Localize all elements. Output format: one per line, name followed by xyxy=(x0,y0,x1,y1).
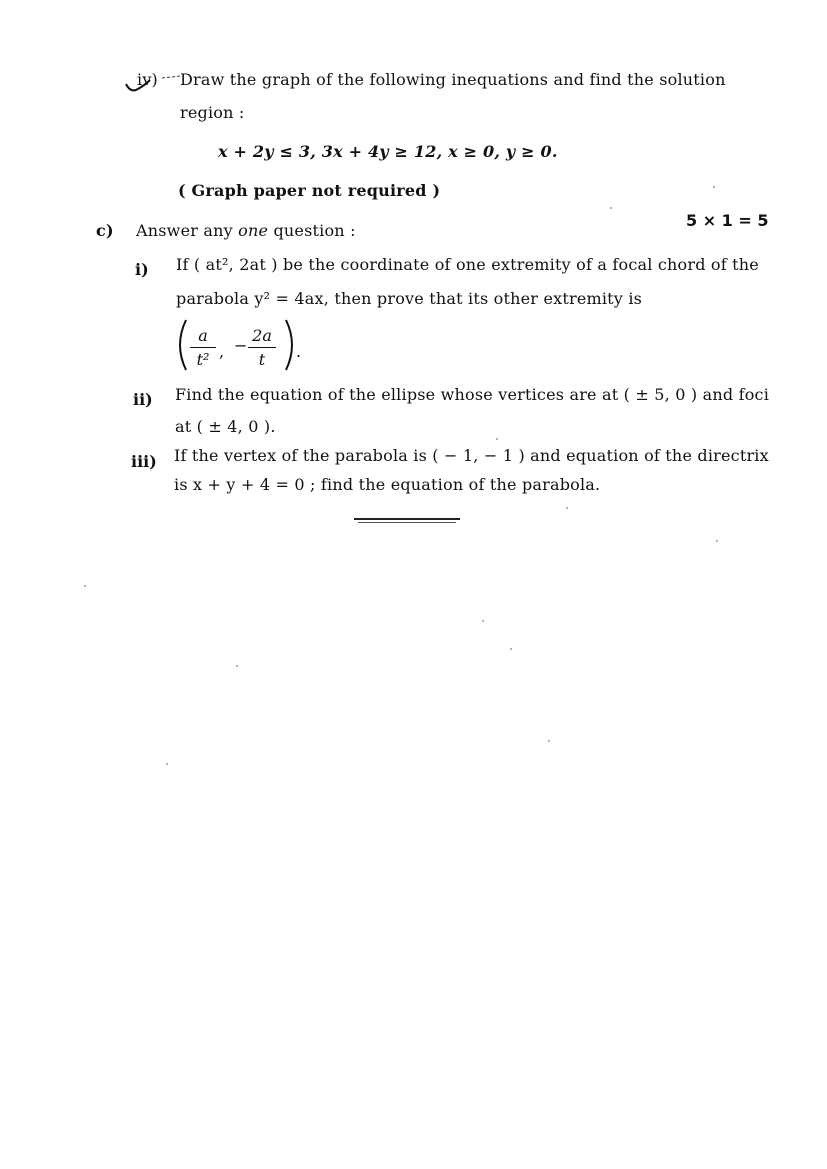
section-c-instruction xyxy=(136,221,356,240)
fraction-end-period: . xyxy=(296,342,302,361)
scan-speck xyxy=(496,438,498,440)
fraction-a-over-t-squared xyxy=(190,326,216,369)
end-rule-underline xyxy=(358,522,456,523)
graph-paper-note: ( Graph paper not required ) xyxy=(178,181,441,200)
fraction2-numerator: 2a xyxy=(252,326,272,345)
scan-speck xyxy=(84,585,86,587)
scan-speck xyxy=(548,740,550,742)
fraction2-denominator: t xyxy=(258,350,266,369)
question-label-iv: iv) xyxy=(137,70,158,89)
scan-speck xyxy=(610,207,612,209)
marks-allocation: 5 × 1 = 5 xyxy=(686,211,769,230)
question-number-ii: ii) xyxy=(133,390,153,409)
fraction2-sign: − xyxy=(234,336,248,355)
instruction-suffix: question : xyxy=(273,221,356,240)
question-i-line2: parabola y² = 4ax, then prove that its other extremity is xyxy=(176,289,643,308)
fraction-separator-comma: , xyxy=(219,342,225,361)
inequations: x + 2y ≤ 3, 3x + 4y ≥ 12, x ≥ 0, y ≥ 0. xyxy=(218,142,558,161)
fraction1-bar xyxy=(190,347,216,348)
question-number-i: i) xyxy=(135,260,149,279)
question-iii-line1: If the vertex of the parabola is ( − 1, − 1 ) and equation of the directrix xyxy=(174,446,769,465)
scan-speck xyxy=(166,763,168,765)
scan-speck xyxy=(236,665,238,667)
fraction2-bar xyxy=(248,347,276,348)
section-label-c: c) xyxy=(96,221,114,240)
question-i-line1: If ( at², 2at ) be the coordinate of one extremity of a focal chord of the xyxy=(176,255,759,274)
end-rule xyxy=(354,518,460,520)
question-ii-line2: at ( ± 4, 0 ). xyxy=(175,417,276,436)
fraction1-denominator: t² xyxy=(196,350,210,369)
question-iv-text-line1: Draw the graph of the following inequations and find the solution xyxy=(180,70,726,89)
question-ii-line1: Find the equation of the ellipse whose vertices are at ( ± 5, 0 ) and foci xyxy=(175,385,770,404)
scan-speck xyxy=(713,186,715,188)
fraction1-numerator: a xyxy=(198,326,208,345)
scan-speck xyxy=(716,540,718,542)
fraction-2a-over-t xyxy=(248,326,276,369)
scan-speck xyxy=(510,648,512,650)
question-iii-line2: is x + y + 4 = 0 ; find the equation of the parabola. xyxy=(174,475,601,494)
scan-speck xyxy=(566,507,568,509)
scan-speck xyxy=(482,620,484,622)
question-number-iii: iii) xyxy=(131,452,157,471)
question-iv-text-line2: region : xyxy=(180,103,245,122)
instruction-emphasis: one xyxy=(238,221,269,240)
instruction-prefix: Answer any xyxy=(136,221,233,240)
